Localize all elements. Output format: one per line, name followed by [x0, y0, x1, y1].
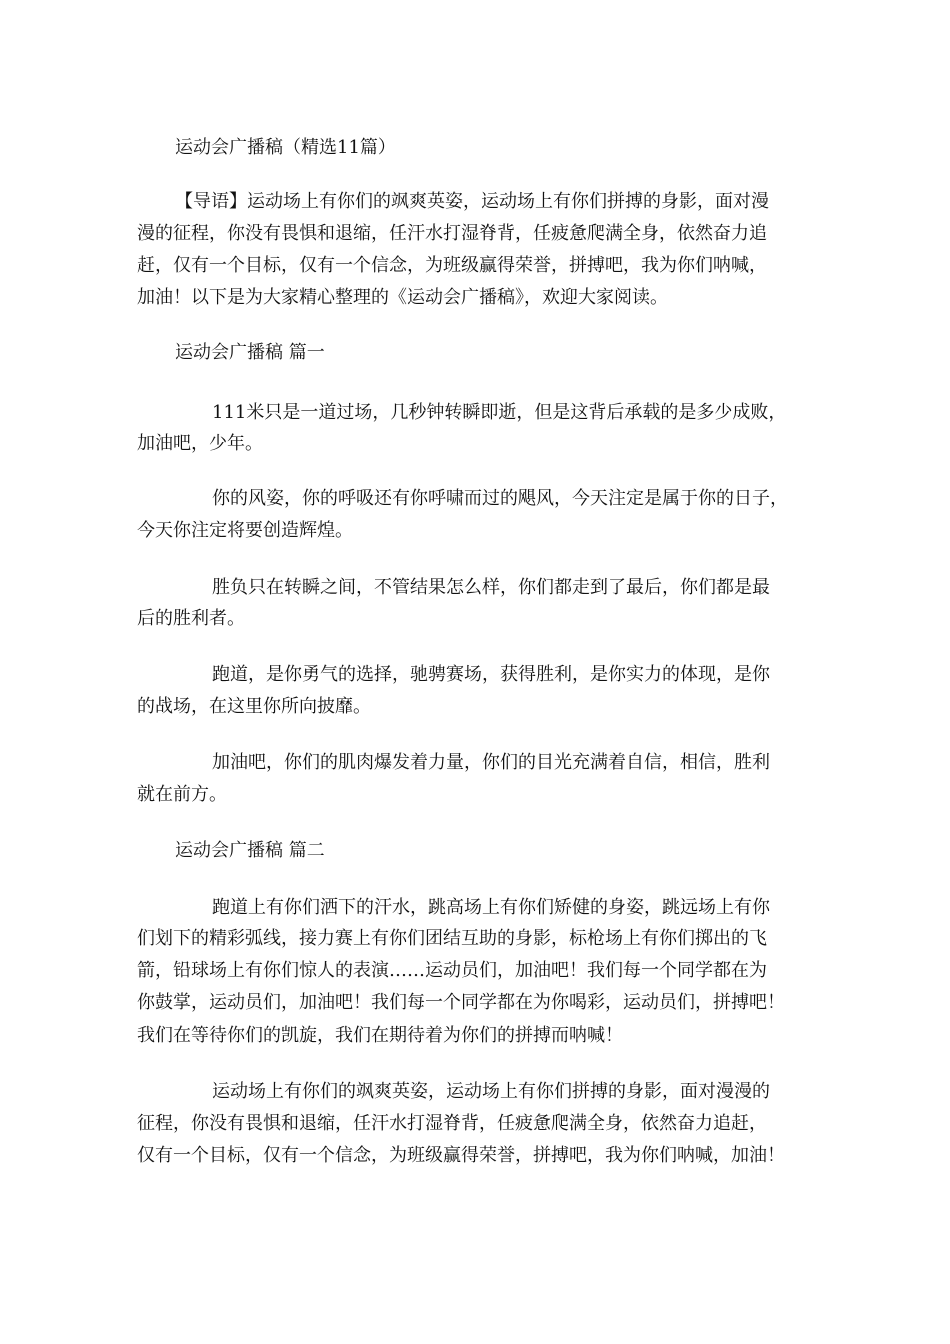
section1-heading: 运动会广播稿 篇一	[175, 342, 325, 363]
intro-line-2: 漫的征程，你没有畏惧和退缩，任汗水打湿脊背，任疲惫爬满全身，依然奋力追	[137, 223, 767, 244]
intro-line-4: 加油！以下是为大家精心整理的《运动会广播稿》，欢迎大家阅读。	[137, 287, 668, 308]
section1-p1-line2: 加油吧，少年。	[137, 433, 263, 454]
section1-p3-line1: 胜负只在转瞬之间，不管结果怎么样，你们都走到了最后，你们都是最	[212, 577, 770, 598]
intro-line-1: 【导语】运动场上有你们的飒爽英姿，运动场上有你们拼搏的身影，面对漫	[175, 191, 769, 212]
section2-p1-line5: 我们在等待你们的凯旋，我们在期待着为你们的拼搏而呐喊！	[137, 1025, 623, 1046]
section2-p2-line2: 征程，你没有畏惧和退缩，任汗水打湿脊背，任疲惫爬满全身，依然奋力追赶，	[137, 1113, 767, 1134]
section2-p2-line1: 运动场上有你们的飒爽英姿，运动场上有你们拼搏的身影，面对漫漫的	[212, 1081, 770, 1102]
section2-heading: 运动会广播稿 篇二	[175, 840, 325, 861]
section1-p2-line2: 今天你注定将要创造辉煌。	[137, 520, 353, 541]
intro-line-3: 赶，仅有一个目标，仅有一个信念，为班级赢得荣誉，拼搏吧，我为你们呐喊，	[137, 255, 767, 276]
section1-p1-line1: 111米只是一道过场，几秒钟转瞬即逝，但是这背后承载的是多少成败，	[212, 402, 787, 423]
section2-p1-line1: 跑道上有你们洒下的汗水，跳高场上有你们矫健的身姿，跳远场上有你	[212, 897, 770, 918]
section1-p4-line1: 跑道，是你勇气的选择，驰骋赛场，获得胜利，是你实力的体现，是你	[212, 664, 770, 685]
section2-p1-line2: 们划下的精彩弧线，接力赛上有你们团结互助的身影，标枪场上有你们掷出的飞	[137, 928, 767, 949]
section2-p1-line3: 箭，铅球场上有你们惊人的表演……运动员们，加油吧！我们每一个同学都在为	[137, 960, 767, 981]
section1-p3-line2: 后的胜利者。	[137, 608, 245, 629]
section1-p4-line2: 的战场，在这里你所向披靡。	[137, 696, 371, 717]
section1-p5-line1: 加油吧，你们的肌肉爆发着力量，你们的目光充满着自信，相信，胜利	[212, 752, 770, 773]
document-title: 运动会广播稿（精选11篇）	[175, 137, 396, 158]
section1-p2-line1: 你的风姿，你的呼吸还有你呼啸而过的飓风，今天注定是属于你的日子，	[212, 488, 788, 509]
section2-p1-line4: 你鼓掌，运动员们，加油吧！我们每一个同学都在为你喝彩，运动员们，拼搏吧！	[137, 992, 785, 1013]
section1-p5-line2: 就在前方。	[137, 784, 227, 805]
section2-p2-line3: 仅有一个目标，仅有一个信念，为班级赢得荣誉，拼搏吧，我为你们呐喊，加油！	[137, 1145, 785, 1166]
